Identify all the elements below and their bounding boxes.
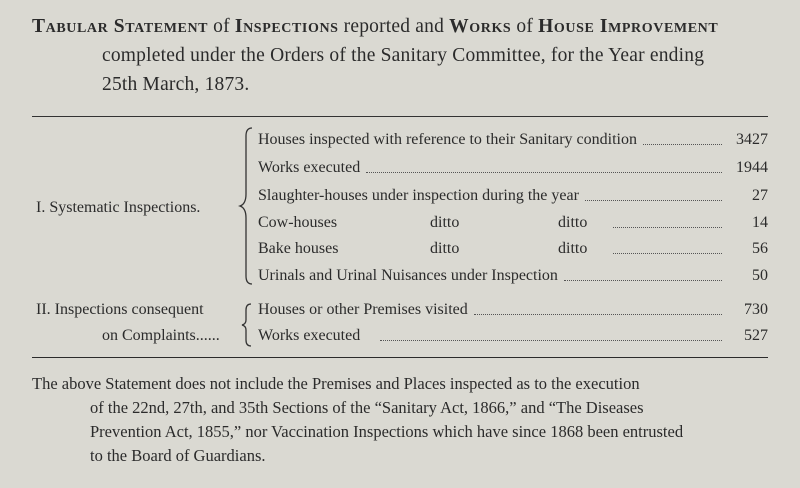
title-line-2: completed under the Orders of the Sanitary Committee, for the Year ending xyxy=(102,45,705,66)
table-row: Bake houses ditto ditto 56 xyxy=(258,240,768,257)
table-row: Houses or other Premises visited 730 xyxy=(258,301,768,318)
table-row: Works executed 1944 xyxy=(258,159,768,176)
leader-dots xyxy=(564,280,722,281)
leader-dots xyxy=(613,253,722,254)
footnote-line-4: to the Board of Guardians. xyxy=(90,446,266,465)
top-divider xyxy=(32,116,768,117)
table-row: Slaughter-houses under inspection during the year 27 xyxy=(258,187,768,204)
leader-dots xyxy=(366,172,722,173)
leader-dots xyxy=(643,144,722,145)
footnote-line-2: of the 22nd, 27th, and 35th Sections of the “Sanitary Act, 1866,” and “The Diseases xyxy=(90,398,644,417)
section-2-label-line-2: on Complaints...... xyxy=(102,327,220,344)
leader-dots xyxy=(585,200,722,201)
leader-dots xyxy=(380,340,722,341)
leader-dots xyxy=(474,314,722,315)
section-2-brace xyxy=(240,302,254,348)
leader-dots xyxy=(613,227,722,228)
footnote-line-3: Prevention Act, 1855,” nor Vaccination Inspections which have since 1868 been entrusted xyxy=(90,422,684,441)
table-row: Urinals and Urinal Nuisances under Inspection 50 xyxy=(258,267,768,284)
table-row: Works executed 527 xyxy=(258,327,768,344)
section-1-label: I. Systematic Inspections. xyxy=(36,199,201,216)
table-row: Cow-houses ditto ditto 14 xyxy=(258,214,768,231)
footnote xyxy=(32,372,770,468)
section-2-label-line-1: II. Inspections consequent xyxy=(36,301,204,318)
table-row: Houses inspected with reference to their Sanitary condition 3427 xyxy=(258,131,768,148)
bottom-divider xyxy=(32,357,768,358)
document-title xyxy=(32,12,777,99)
title-line-3: 25th March, 1873. xyxy=(102,74,250,95)
footnote-line-1: The above Statement does not include the Premises and Places inspected as to the execution xyxy=(32,374,640,393)
title-line-1: Tabular Statement of Inspections reported and Works of House Improvement xyxy=(32,16,719,37)
section-1-brace xyxy=(238,126,256,286)
